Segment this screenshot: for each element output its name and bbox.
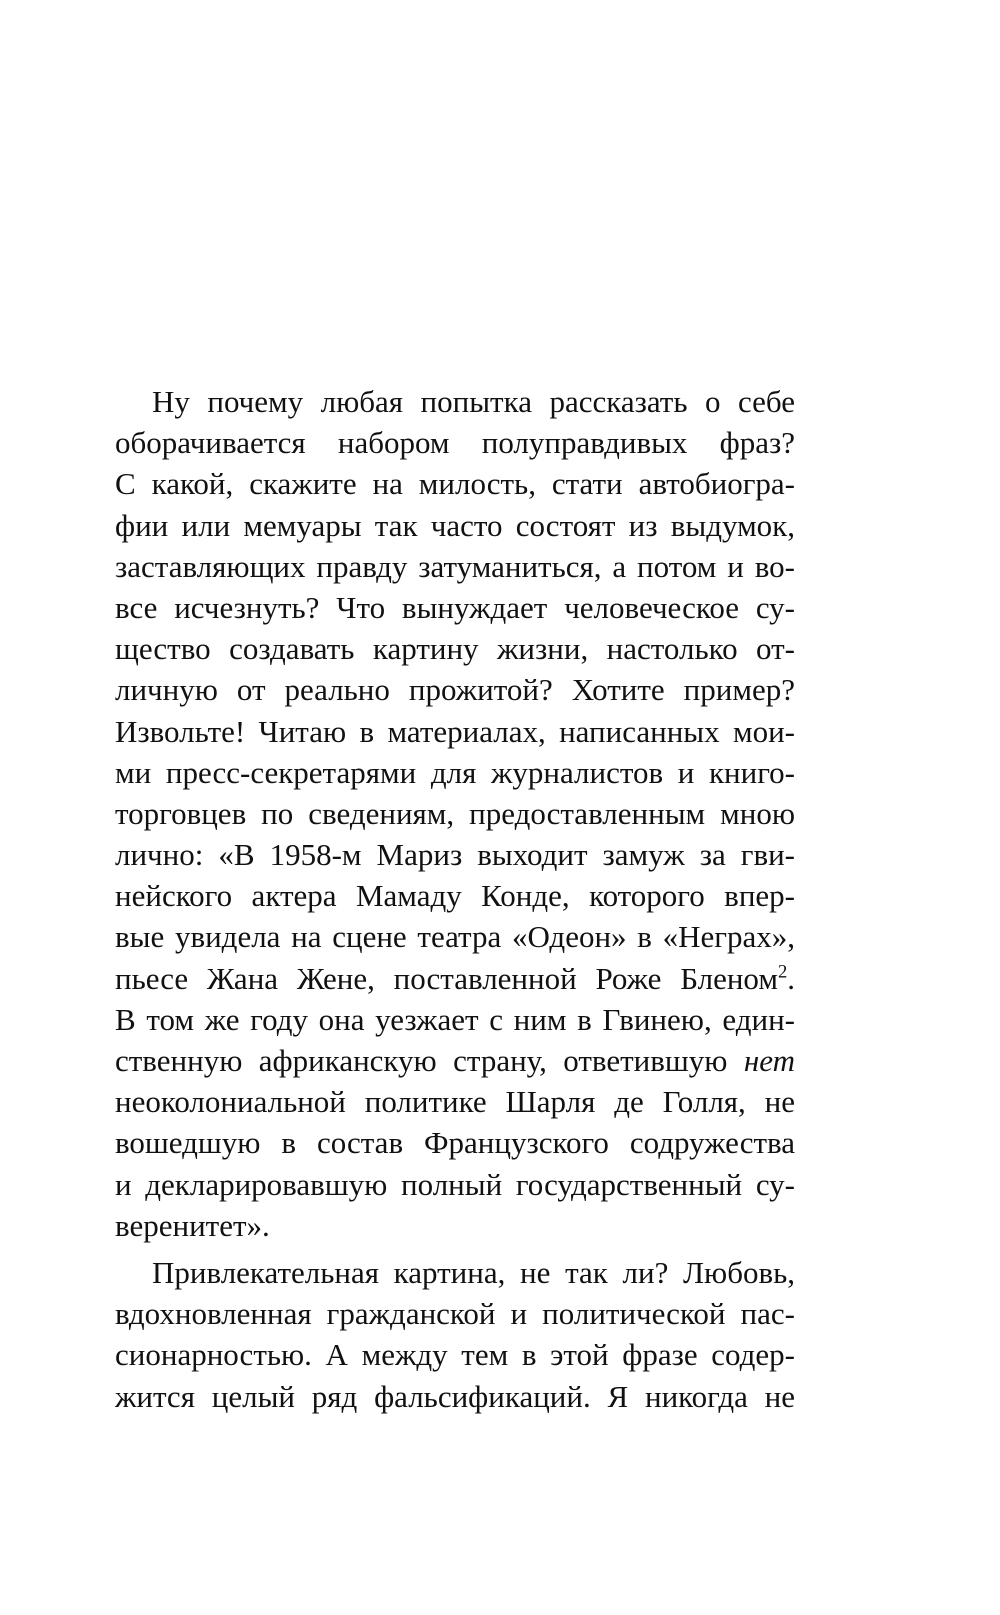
text-line: ственную африканскую страну, ответившую нет (115, 1043, 795, 1078)
text-line: лично: «В 1958-м Мариз выходит замуж за гви- (115, 837, 795, 873)
text-line: сионарностью. А между тем в этой фразе содер- (115, 1337, 795, 1373)
text-line: личную от реально прожитой? Хотите пример? (115, 672, 795, 708)
text-line: С какой, скажите на милость, стати автобиогра- (115, 466, 795, 502)
text-line: вошедшую в состав Французского содружества (115, 1125, 795, 1161)
footnote-marker: 2 (777, 961, 788, 983)
text-line: вые увидела на сцене театра «Одеон» в «Неграх», (115, 919, 795, 955)
paragraph-2 (115, 1252, 795, 1417)
text-line: жится целый ряд фальсификаций. Я никогда не (115, 1378, 795, 1414)
text-line: и декларировавшую полный государственный су- (115, 1166, 795, 1202)
paragraph-1 (115, 381, 795, 1246)
text-line: все исчезнуть? Что вынуждает человеческое су- (115, 589, 795, 625)
text-line: Привлекательная картина, не так ли? Любовь, (152, 1254, 795, 1290)
text-line: ми пресс-секретарями для журналистов и книго- (115, 754, 795, 790)
text-line: Ну почему любая попытка рассказать о себе (152, 384, 795, 419)
text-line: нейского актера Мамаду Конде, которого впер- (115, 878, 795, 914)
body-text (115, 381, 795, 1417)
text-line: неоколониальной политике Шарля де Голля, не (115, 1084, 795, 1120)
text-line: фии или мемуары так часто состоят из выдумок, (115, 507, 795, 543)
text-line: торговцев по сведениям, предоставленным мною (115, 795, 795, 831)
text-line: вдохновленная гражданской и политической пас- (115, 1296, 795, 1332)
text-line: Извольте! Читаю в материалах, написанных мои- (115, 713, 795, 749)
text-line: заставляющих правду затуманиться, а потом и во- (115, 548, 795, 584)
emphasis: нет (743, 1043, 795, 1078)
text-line: веренитет». (115, 1207, 270, 1243)
text-line: В том же году она уезжает с ним в Гвинею, един- (115, 1001, 795, 1037)
text-line: щество создавать картину жизни, настолько от- (115, 631, 795, 667)
text-line: оборачивается набором полуправдивых фраз? (115, 425, 795, 461)
text-line: пьесе Жана Жене, поставленной Роже Бленом$^2$. (115, 960, 795, 996)
